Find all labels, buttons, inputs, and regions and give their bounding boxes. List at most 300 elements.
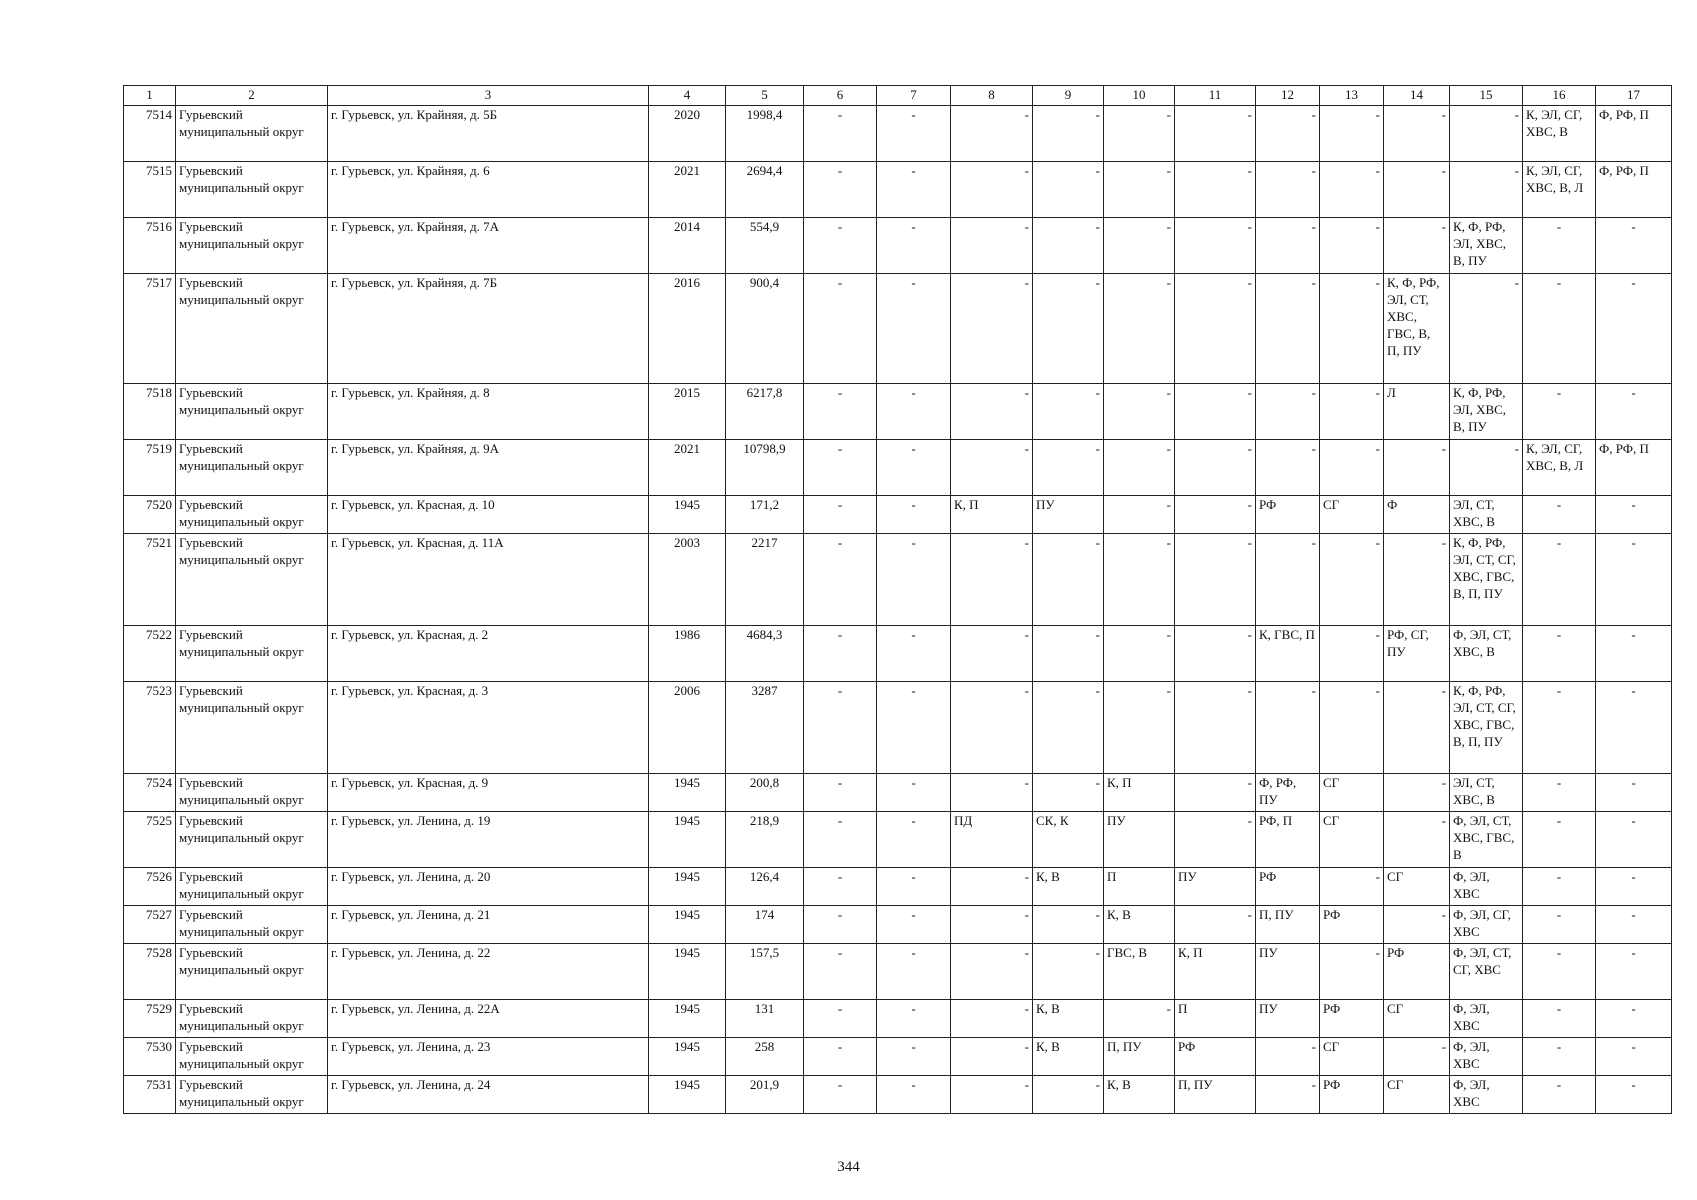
- cell-col-8: -: [951, 534, 1033, 626]
- cell-col-6: -: [804, 812, 877, 868]
- cell-col-8: К, П: [951, 496, 1033, 534]
- column-header-12: 12: [1256, 86, 1320, 106]
- cell-col-9: -: [1033, 106, 1104, 162]
- cell-year: 2015: [649, 384, 726, 440]
- cell-col-11: -: [1175, 682, 1256, 774]
- cell-municipality: Гурьевский муниципальный округ: [176, 1038, 328, 1076]
- cell-municipality: Гурьевский муниципальный округ: [176, 274, 328, 384]
- cell-area: 218,9: [726, 812, 804, 868]
- cell-col-14: -: [1384, 682, 1450, 774]
- cell-col-6: -: [804, 274, 877, 384]
- cell-municipality: Гурьевский муниципальный округ: [176, 944, 328, 1000]
- cell-col-12: РФ, П: [1256, 812, 1320, 868]
- cell-address: г. Гурьевск, ул. Ленина, д. 22А: [328, 1000, 649, 1038]
- cell-col-11: -: [1175, 218, 1256, 274]
- cell-col-7: -: [877, 626, 951, 682]
- cell-col-15: К, Ф, РФ, ЭЛ, СТ, СГ, ХВС, ГВС, В, П, ПУ: [1450, 534, 1523, 626]
- cell-year: 1945: [649, 496, 726, 534]
- column-header-9: 9: [1033, 86, 1104, 106]
- cell-col-10: -: [1104, 1000, 1175, 1038]
- table-row: [124, 162, 1672, 218]
- table-row: [124, 906, 1672, 944]
- cell-col-14: -: [1384, 106, 1450, 162]
- cell-col-7: -: [877, 534, 951, 626]
- cell-col-11: -: [1175, 626, 1256, 682]
- cell-col-13: СГ: [1320, 496, 1384, 534]
- cell-col-10: -: [1104, 106, 1175, 162]
- cell-col-12: -: [1256, 1076, 1320, 1114]
- cell-col-7: -: [877, 812, 951, 868]
- cell-col-13: -: [1320, 274, 1384, 384]
- column-header-17: 17: [1596, 86, 1672, 106]
- column-header-13: 13: [1320, 86, 1384, 106]
- cell-col-8: -: [951, 944, 1033, 1000]
- cell-col-8: -: [951, 440, 1033, 496]
- cell-col-16: -: [1523, 812, 1596, 868]
- cell-address: г. Гурьевск, ул. Ленина, д. 19: [328, 812, 649, 868]
- table-row: [124, 440, 1672, 496]
- cell-municipality: Гурьевский муниципальный округ: [176, 496, 328, 534]
- cell-col-17: -: [1596, 1076, 1672, 1114]
- table-row: [124, 682, 1672, 774]
- cell-year: 1945: [649, 1038, 726, 1076]
- cell-row-number: 7520: [124, 496, 176, 534]
- cell-col-15: Ф, ЭЛ, ХВС: [1450, 868, 1523, 906]
- cell-area: 157,5: [726, 944, 804, 1000]
- cell-col-10: -: [1104, 682, 1175, 774]
- cell-col-16: -: [1523, 496, 1596, 534]
- cell-col-8: ПД: [951, 812, 1033, 868]
- cell-municipality: Гурьевский муниципальный округ: [176, 384, 328, 440]
- cell-year: 1945: [649, 1076, 726, 1114]
- cell-col-14: -: [1384, 906, 1450, 944]
- cell-col-17: Ф, РФ, П: [1596, 440, 1672, 496]
- cell-col-12: Ф, РФ, ПУ: [1256, 774, 1320, 812]
- cell-col-13: СГ: [1320, 812, 1384, 868]
- cell-col-7: -: [877, 1000, 951, 1038]
- cell-year: 2014: [649, 218, 726, 274]
- cell-area: 10798,9: [726, 440, 804, 496]
- cell-col-16: -: [1523, 906, 1596, 944]
- cell-address: г. Гурьевск, ул. Крайняя, д. 6: [328, 162, 649, 218]
- cell-col-9: -: [1033, 162, 1104, 218]
- cell-col-7: -: [877, 218, 951, 274]
- table-row: [124, 218, 1672, 274]
- cell-col-9: -: [1033, 274, 1104, 384]
- cell-col-12: ПУ: [1256, 944, 1320, 1000]
- cell-col-17: Ф, РФ, П: [1596, 106, 1672, 162]
- cell-col-14: СГ: [1384, 1076, 1450, 1114]
- cell-col-12: К, ГВС, П: [1256, 626, 1320, 682]
- cell-col-13: -: [1320, 682, 1384, 774]
- cell-year: 1945: [649, 906, 726, 944]
- cell-col-15: ЭЛ, СТ, ХВС, В: [1450, 496, 1523, 534]
- cell-col-16: К, ЭЛ, СГ, ХВС, В, Л: [1523, 440, 1596, 496]
- cell-col-7: -: [877, 274, 951, 384]
- cell-col-8: -: [951, 1000, 1033, 1038]
- cell-col-12: -: [1256, 440, 1320, 496]
- page-number: 344: [837, 1159, 860, 1175]
- cell-col-14: Л: [1384, 384, 1450, 440]
- cell-col-6: -: [804, 944, 877, 1000]
- cell-year: 2020: [649, 106, 726, 162]
- cell-col-15: Ф, ЭЛ, СТ, СГ, ХВС: [1450, 944, 1523, 1000]
- cell-year: 2021: [649, 440, 726, 496]
- table-row: [124, 812, 1672, 868]
- cell-col-16: -: [1523, 384, 1596, 440]
- cell-col-15: -: [1450, 274, 1523, 384]
- cell-area: 554,9: [726, 218, 804, 274]
- cell-col-11: -: [1175, 274, 1256, 384]
- cell-col-13: РФ: [1320, 1076, 1384, 1114]
- cell-col-12: РФ: [1256, 868, 1320, 906]
- table-row: [124, 384, 1672, 440]
- cell-col-17: -: [1596, 774, 1672, 812]
- cell-year: 2016: [649, 274, 726, 384]
- cell-col-13: -: [1320, 626, 1384, 682]
- cell-area: 6217,8: [726, 384, 804, 440]
- cell-area: 2694,4: [726, 162, 804, 218]
- cell-col-13: -: [1320, 440, 1384, 496]
- cell-col-9: К, В: [1033, 868, 1104, 906]
- cell-col-13: -: [1320, 106, 1384, 162]
- cell-col-8: -: [951, 274, 1033, 384]
- column-header-7: 7: [877, 86, 951, 106]
- cell-col-16: -: [1523, 626, 1596, 682]
- cell-col-7: -: [877, 162, 951, 218]
- cell-col-17: -: [1596, 812, 1672, 868]
- cell-row-number: 7522: [124, 626, 176, 682]
- cell-col-6: -: [804, 440, 877, 496]
- cell-col-13: -: [1320, 868, 1384, 906]
- cell-year: 2021: [649, 162, 726, 218]
- cell-col-16: -: [1523, 218, 1596, 274]
- cell-col-17: -: [1596, 1038, 1672, 1076]
- cell-col-11: -: [1175, 496, 1256, 534]
- cell-col-11: -: [1175, 774, 1256, 812]
- table-row: [124, 626, 1672, 682]
- cell-col-14: -: [1384, 162, 1450, 218]
- cell-col-14: РФ: [1384, 944, 1450, 1000]
- cell-col-16: -: [1523, 1038, 1596, 1076]
- cell-col-8: -: [951, 906, 1033, 944]
- cell-address: г. Гурьевск, ул. Красная, д. 3: [328, 682, 649, 774]
- cell-area: 3287: [726, 682, 804, 774]
- cell-col-11: -: [1175, 440, 1256, 496]
- cell-col-8: -: [951, 106, 1033, 162]
- cell-col-15: -: [1450, 106, 1523, 162]
- cell-col-17: -: [1596, 496, 1672, 534]
- cell-col-16: -: [1523, 944, 1596, 1000]
- cell-row-number: 7525: [124, 812, 176, 868]
- cell-area: 4684,3: [726, 626, 804, 682]
- cell-col-14: РФ, СГ, ПУ: [1384, 626, 1450, 682]
- cell-col-9: -: [1033, 534, 1104, 626]
- cell-col-12: -: [1256, 1038, 1320, 1076]
- cell-col-10: -: [1104, 384, 1175, 440]
- cell-col-8: -: [951, 218, 1033, 274]
- cell-year: 1945: [649, 944, 726, 1000]
- cell-col-14: -: [1384, 774, 1450, 812]
- cell-address: г. Гурьевск, ул. Крайняя, д. 9А: [328, 440, 649, 496]
- cell-col-10: П, ПУ: [1104, 1038, 1175, 1076]
- cell-row-number: 7523: [124, 682, 176, 774]
- column-number-header-row: [124, 86, 1672, 106]
- cell-col-9: -: [1033, 682, 1104, 774]
- cell-col-7: -: [877, 440, 951, 496]
- cell-col-13: СГ: [1320, 1038, 1384, 1076]
- cell-col-6: -: [804, 1000, 877, 1038]
- cell-row-number: 7519: [124, 440, 176, 496]
- cell-year: 1945: [649, 868, 726, 906]
- cell-col-17: -: [1596, 384, 1672, 440]
- cell-col-10: К, П: [1104, 774, 1175, 812]
- cell-col-10: -: [1104, 534, 1175, 626]
- cell-area: 200,8: [726, 774, 804, 812]
- cell-address: г. Гурьевск, ул. Ленина, д. 22: [328, 944, 649, 1000]
- cell-col-17: -: [1596, 1000, 1672, 1038]
- cell-municipality: Гурьевский муниципальный округ: [176, 1076, 328, 1114]
- cell-municipality: Гурьевский муниципальный округ: [176, 440, 328, 496]
- cell-address: г. Гурьевск, ул. Крайняя, д. 8: [328, 384, 649, 440]
- cell-col-6: -: [804, 106, 877, 162]
- cell-col-11: РФ: [1175, 1038, 1256, 1076]
- column-header-6: 6: [804, 86, 877, 106]
- cell-col-8: -: [951, 626, 1033, 682]
- cell-col-6: -: [804, 162, 877, 218]
- cell-col-17: -: [1596, 868, 1672, 906]
- cell-col-12: -: [1256, 162, 1320, 218]
- cell-col-9: -: [1033, 218, 1104, 274]
- cell-col-8: -: [951, 774, 1033, 812]
- cell-col-6: -: [804, 384, 877, 440]
- cell-col-16: -: [1523, 1000, 1596, 1038]
- column-header-5: 5: [726, 86, 804, 106]
- cell-col-9: К, В: [1033, 1038, 1104, 1076]
- cell-municipality: Гурьевский муниципальный округ: [176, 218, 328, 274]
- cell-col-15: Ф, ЭЛ, ХВС: [1450, 1000, 1523, 1038]
- table-row: [124, 1076, 1672, 1114]
- cell-address: г. Гурьевск, ул. Ленина, д. 21: [328, 906, 649, 944]
- cell-address: г. Гурьевск, ул. Красная, д. 2: [328, 626, 649, 682]
- cell-row-number: 7529: [124, 1000, 176, 1038]
- cell-col-10: -: [1104, 274, 1175, 384]
- cell-col-13: -: [1320, 162, 1384, 218]
- cell-col-7: -: [877, 682, 951, 774]
- column-header-4: 4: [649, 86, 726, 106]
- cell-col-10: ГВС, В: [1104, 944, 1175, 1000]
- cell-col-10: ПУ: [1104, 812, 1175, 868]
- cell-col-9: ПУ: [1033, 496, 1104, 534]
- cell-row-number: 7521: [124, 534, 176, 626]
- cell-col-15: Ф, ЭЛ, СТ, ХВС, В: [1450, 626, 1523, 682]
- cell-col-15: -: [1450, 440, 1523, 496]
- cell-col-7: -: [877, 384, 951, 440]
- cell-col-11: -: [1175, 106, 1256, 162]
- cell-col-8: -: [951, 162, 1033, 218]
- cell-col-11: -: [1175, 162, 1256, 218]
- cell-col-6: -: [804, 774, 877, 812]
- cell-col-11: П: [1175, 1000, 1256, 1038]
- cell-col-14: СГ: [1384, 868, 1450, 906]
- cell-year: 1945: [649, 812, 726, 868]
- cell-col-6: -: [804, 1038, 877, 1076]
- cell-year: 1945: [649, 1000, 726, 1038]
- cell-col-9: -: [1033, 1076, 1104, 1114]
- cell-address: г. Гурьевск, ул. Красная, д. 9: [328, 774, 649, 812]
- column-header-16: 16: [1523, 86, 1596, 106]
- cell-address: г. Гурьевск, ул. Крайняя, д. 7Б: [328, 274, 649, 384]
- cell-col-10: -: [1104, 162, 1175, 218]
- cell-col-11: ПУ: [1175, 868, 1256, 906]
- cell-col-9: -: [1033, 906, 1104, 944]
- column-header-3: 3: [328, 86, 649, 106]
- cell-col-10: К, В: [1104, 1076, 1175, 1114]
- cell-col-17: -: [1596, 626, 1672, 682]
- cell-col-10: -: [1104, 440, 1175, 496]
- cell-col-9: -: [1033, 626, 1104, 682]
- table-body: [124, 106, 1672, 1114]
- cell-col-14: -: [1384, 534, 1450, 626]
- cell-col-16: К, ЭЛ, СГ, ХВС, В, Л: [1523, 162, 1596, 218]
- cell-municipality: Гурьевский муниципальный округ: [176, 868, 328, 906]
- cell-col-7: -: [877, 1038, 951, 1076]
- cell-col-14: -: [1384, 1038, 1450, 1076]
- cell-col-10: К, В: [1104, 906, 1175, 944]
- cell-year: 2006: [649, 682, 726, 774]
- cell-col-14: -: [1384, 440, 1450, 496]
- cell-col-8: -: [951, 682, 1033, 774]
- cell-col-13: -: [1320, 534, 1384, 626]
- cell-col-13: РФ: [1320, 906, 1384, 944]
- cell-col-8: -: [951, 1076, 1033, 1114]
- cell-col-17: -: [1596, 218, 1672, 274]
- cell-row-number: 7515: [124, 162, 176, 218]
- cell-col-15: Ф, ЭЛ, ХВС: [1450, 1076, 1523, 1114]
- cell-col-8: -: [951, 1038, 1033, 1076]
- table-row: [124, 1000, 1672, 1038]
- cell-municipality: Гурьевский муниципальный округ: [176, 812, 328, 868]
- cell-row-number: 7527: [124, 906, 176, 944]
- cell-col-15: К, Ф, РФ, ЭЛ, СТ, СГ, ХВС, ГВС, В, П, ПУ: [1450, 682, 1523, 774]
- cell-address: г. Гурьевск, ул. Ленина, д. 23: [328, 1038, 649, 1076]
- cell-col-15: ЭЛ, СТ, ХВС, В: [1450, 774, 1523, 812]
- cell-col-10: -: [1104, 218, 1175, 274]
- cell-col-13: -: [1320, 218, 1384, 274]
- cell-col-12: -: [1256, 106, 1320, 162]
- cell-col-9: -: [1033, 384, 1104, 440]
- cell-col-15: Ф, ЭЛ, ХВС: [1450, 1038, 1523, 1076]
- cell-col-12: П, ПУ: [1256, 906, 1320, 944]
- cell-year: 2003: [649, 534, 726, 626]
- cell-col-15: Ф, ЭЛ, СГ, ХВС: [1450, 906, 1523, 944]
- cell-col-17: -: [1596, 534, 1672, 626]
- cell-address: г. Гурьевск, ул. Красная, д. 11А: [328, 534, 649, 626]
- table-row: [124, 534, 1672, 626]
- cell-col-6: -: [804, 1076, 877, 1114]
- cell-municipality: Гурьевский муниципальный округ: [176, 774, 328, 812]
- cell-col-10: -: [1104, 496, 1175, 534]
- table-row: [124, 274, 1672, 384]
- cell-col-12: -: [1256, 218, 1320, 274]
- cell-col-11: -: [1175, 906, 1256, 944]
- cell-col-12: -: [1256, 534, 1320, 626]
- cell-col-16: К, ЭЛ, СГ, ХВС, В: [1523, 106, 1596, 162]
- table-row: [124, 774, 1672, 812]
- cell-address: г. Гурьевск, ул. Крайняя, д. 5Б: [328, 106, 649, 162]
- cell-col-9: -: [1033, 944, 1104, 1000]
- cell-col-7: -: [877, 1076, 951, 1114]
- housing-register-table: [123, 85, 1672, 1114]
- cell-area: 174: [726, 906, 804, 944]
- cell-municipality: Гурьевский муниципальный округ: [176, 534, 328, 626]
- cell-row-number: 7514: [124, 106, 176, 162]
- cell-address: г. Гурьевск, ул. Ленина, д. 24: [328, 1076, 649, 1114]
- cell-col-8: -: [951, 868, 1033, 906]
- cell-address: г. Гурьевск, ул. Красная, д. 10: [328, 496, 649, 534]
- cell-col-7: -: [877, 906, 951, 944]
- cell-col-17: -: [1596, 906, 1672, 944]
- cell-row-number: 7524: [124, 774, 176, 812]
- cell-area: 900,4: [726, 274, 804, 384]
- cell-row-number: 7518: [124, 384, 176, 440]
- cell-col-7: -: [877, 868, 951, 906]
- cell-row-number: 7530: [124, 1038, 176, 1076]
- cell-col-7: -: [877, 944, 951, 1000]
- cell-row-number: 7517: [124, 274, 176, 384]
- cell-col-12: -: [1256, 682, 1320, 774]
- cell-col-16: -: [1523, 1076, 1596, 1114]
- cell-col-14: Ф: [1384, 496, 1450, 534]
- cell-col-9: К, В: [1033, 1000, 1104, 1038]
- column-header-2: 2: [176, 86, 328, 106]
- table-row: [124, 868, 1672, 906]
- column-header-8: 8: [951, 86, 1033, 106]
- cell-area: 126,4: [726, 868, 804, 906]
- cell-col-14: -: [1384, 218, 1450, 274]
- cell-municipality: Гурьевский муниципальный округ: [176, 682, 328, 774]
- cell-col-14: -: [1384, 812, 1450, 868]
- cell-col-11: К, П: [1175, 944, 1256, 1000]
- cell-municipality: Гурьевский муниципальный округ: [176, 1000, 328, 1038]
- cell-col-6: -: [804, 496, 877, 534]
- cell-col-17: Ф, РФ, П: [1596, 162, 1672, 218]
- cell-row-number: 7526: [124, 868, 176, 906]
- cell-col-13: СГ: [1320, 774, 1384, 812]
- cell-col-15: -: [1450, 162, 1523, 218]
- cell-area: 2217: [726, 534, 804, 626]
- cell-municipality: Гурьевский муниципальный округ: [176, 906, 328, 944]
- cell-row-number: 7531: [124, 1076, 176, 1114]
- cell-col-15: К, Ф, РФ, ЭЛ, ХВС, В, ПУ: [1450, 384, 1523, 440]
- cell-col-9: СК, К: [1033, 812, 1104, 868]
- cell-municipality: Гурьевский муниципальный округ: [176, 162, 328, 218]
- cell-col-11: -: [1175, 534, 1256, 626]
- cell-col-16: -: [1523, 274, 1596, 384]
- cell-col-6: -: [804, 906, 877, 944]
- cell-col-16: -: [1523, 682, 1596, 774]
- cell-col-13: РФ: [1320, 1000, 1384, 1038]
- column-header-11: 11: [1175, 86, 1256, 106]
- cell-col-16: -: [1523, 534, 1596, 626]
- cell-municipality: Гурьевский муниципальный округ: [176, 626, 328, 682]
- cell-area: 1998,4: [726, 106, 804, 162]
- cell-row-number: 7528: [124, 944, 176, 1000]
- cell-col-10: П: [1104, 868, 1175, 906]
- cell-col-8: -: [951, 384, 1033, 440]
- cell-col-12: РФ: [1256, 496, 1320, 534]
- cell-col-11: П, ПУ: [1175, 1076, 1256, 1114]
